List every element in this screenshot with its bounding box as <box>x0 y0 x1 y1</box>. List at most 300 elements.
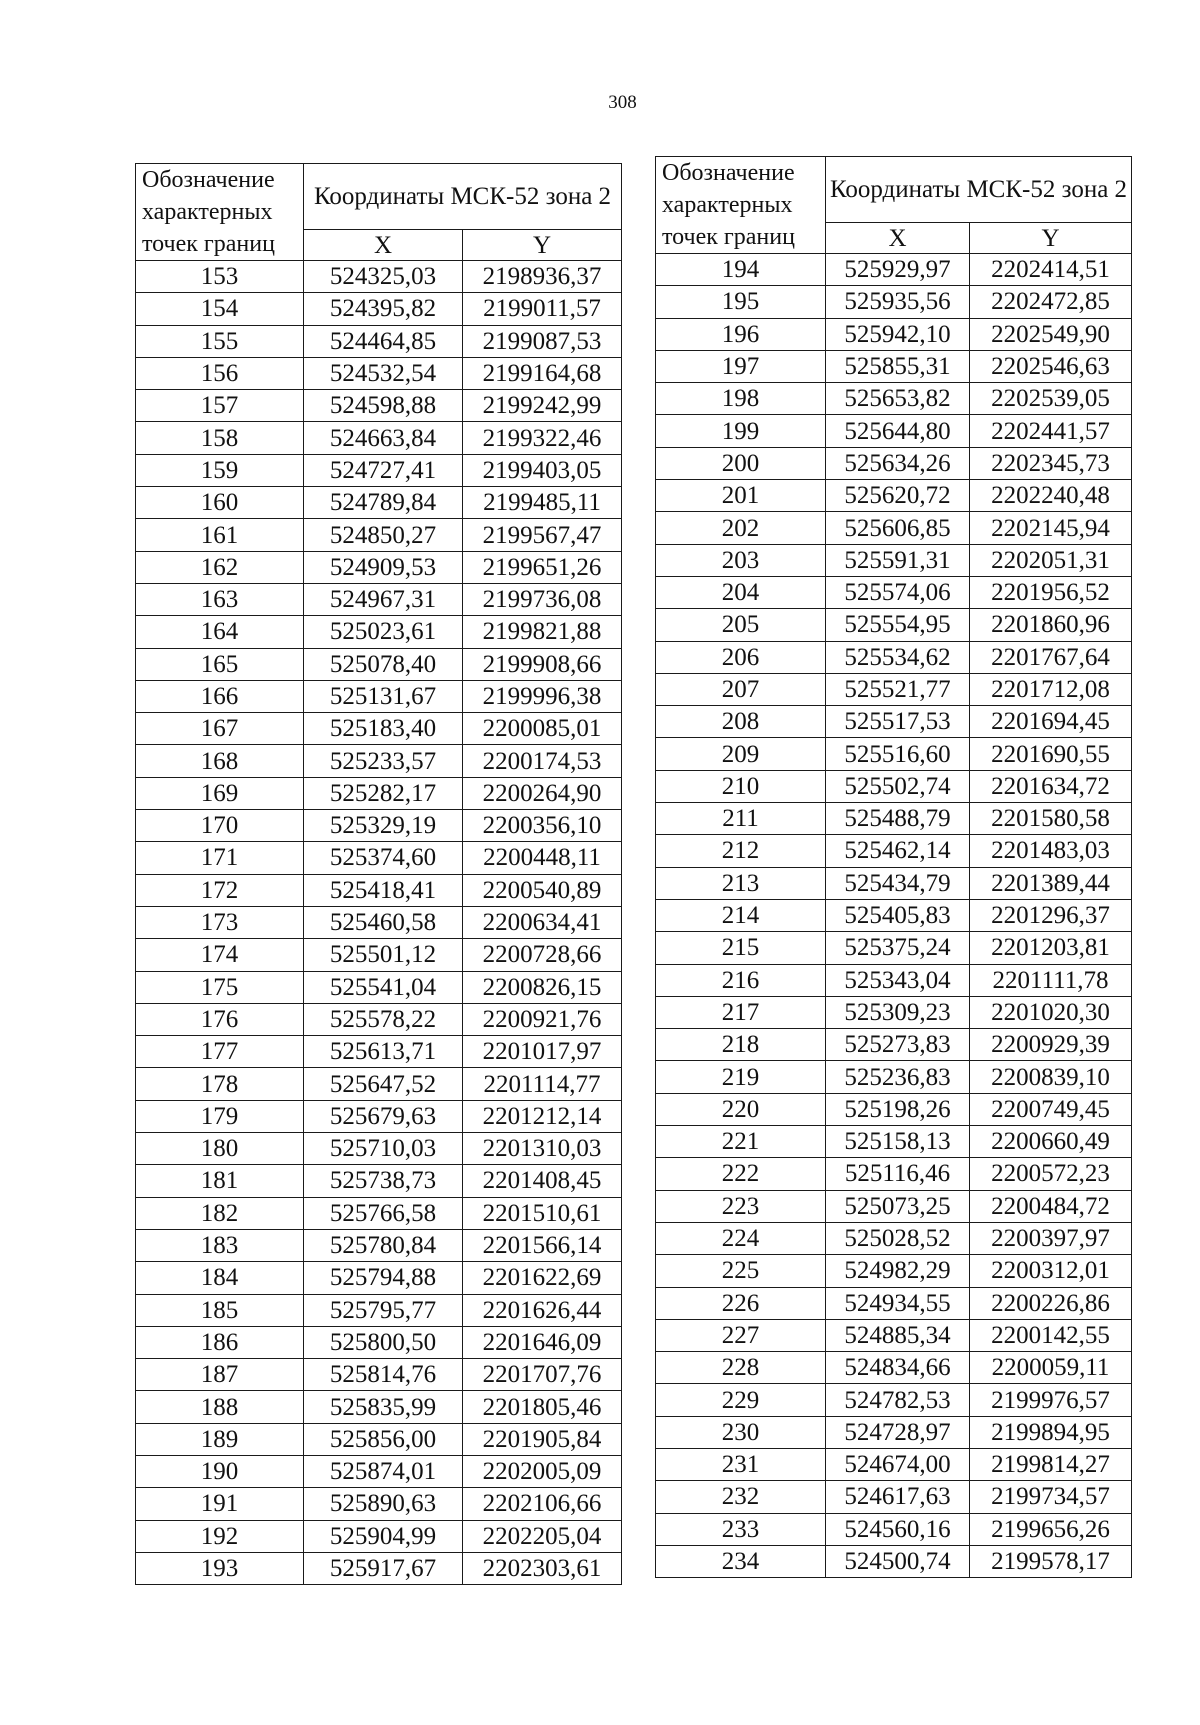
table-row <box>136 261 622 293</box>
x-coordinate-cell: 525554,95 <box>826 609 970 641</box>
y-coordinate-cell: 2202472,85 <box>970 286 1132 318</box>
y-coordinate-cell: 2201020,30 <box>970 996 1132 1028</box>
x-coordinate-cell: 525375,24 <box>826 932 970 964</box>
y-coordinate-cell: 2199578,17 <box>970 1545 1132 1577</box>
y-coordinate-cell: 2200839,10 <box>970 1061 1132 1093</box>
y-coordinate-cell: 2199996,38 <box>463 680 622 712</box>
point-number-cell: 210 <box>656 770 826 802</box>
point-number-cell: 161 <box>136 519 304 551</box>
y-coordinate-cell: 2201712,08 <box>970 673 1132 705</box>
y-coordinate-cell: 2202414,51 <box>970 254 1132 286</box>
x-coordinate-cell: 525855,31 <box>826 350 970 382</box>
x-coordinate-cell: 524782,53 <box>826 1384 970 1416</box>
x-coordinate-cell: 525501,12 <box>304 939 463 971</box>
x-coordinate-cell: 525502,74 <box>826 770 970 802</box>
table-row <box>656 1158 1132 1190</box>
y-coordinate-cell: 2202240,48 <box>970 480 1132 512</box>
x-coordinate-cell: 525644,80 <box>826 415 970 447</box>
x-coordinate-cell: 525634,26 <box>826 447 970 479</box>
y-coordinate-cell: 2200085,01 <box>463 713 622 745</box>
x-coordinate-cell: 525418,41 <box>304 874 463 906</box>
table-row <box>136 1423 622 1455</box>
point-number-cell: 201 <box>656 480 826 512</box>
table-row <box>656 1255 1132 1287</box>
point-number-cell: 177 <box>136 1036 304 1068</box>
x-coordinate-cell: 525434,79 <box>826 867 970 899</box>
y-coordinate-cell: 2202145,94 <box>970 512 1132 544</box>
point-number-cell: 194 <box>656 254 826 286</box>
y-header: Y <box>970 223 1132 254</box>
point-number-cell: 181 <box>136 1165 304 1197</box>
y-coordinate-cell: 2201690,55 <box>970 738 1132 770</box>
table-row <box>136 680 622 712</box>
x-coordinate-cell: 525835,99 <box>304 1391 463 1423</box>
y-coordinate-cell: 2199011,57 <box>463 293 622 325</box>
point-number-cell: 197 <box>656 350 826 382</box>
point-number-cell: 202 <box>656 512 826 544</box>
table-row <box>656 1029 1132 1061</box>
coordinates-table-left <box>135 163 622 1585</box>
y-coordinate-cell: 2199164,68 <box>463 357 622 389</box>
x-coordinate-cell: 525800,50 <box>304 1326 463 1358</box>
point-number-cell: 157 <box>136 390 304 422</box>
x-coordinate-cell: 525795,77 <box>304 1294 463 1326</box>
y-coordinate-cell: 2200264,90 <box>463 777 622 809</box>
x-coordinate-cell: 525679,63 <box>304 1100 463 1132</box>
point-number-cell: 191 <box>136 1488 304 1520</box>
x-coordinate-cell: 525814,76 <box>304 1359 463 1391</box>
y-coordinate-cell: 2201408,45 <box>463 1165 622 1197</box>
table-row <box>136 1197 622 1229</box>
x-coordinate-cell: 525488,79 <box>826 803 970 835</box>
y-coordinate-cell: 2201389,44 <box>970 867 1132 899</box>
x-coordinate-cell: 524325,03 <box>304 261 463 293</box>
table-row <box>656 673 1132 705</box>
point-number-cell: 193 <box>136 1552 304 1584</box>
x-coordinate-cell: 524617,63 <box>826 1481 970 1513</box>
point-number-cell: 209 <box>656 738 826 770</box>
table-row <box>136 1326 622 1358</box>
x-coordinate-cell: 524500,74 <box>826 1545 970 1577</box>
y-coordinate-cell: 2202303,61 <box>463 1552 622 1584</box>
y-coordinate-cell: 2202051,31 <box>970 544 1132 576</box>
x-coordinate-cell: 525309,23 <box>826 996 970 1028</box>
point-number-cell: 165 <box>136 648 304 680</box>
point-number-cell: 173 <box>136 906 304 938</box>
y-coordinate-cell: 2199734,57 <box>970 1481 1132 1513</box>
y-coordinate-cell: 2201626,44 <box>463 1294 622 1326</box>
table-row <box>136 357 622 389</box>
table-row <box>136 1229 622 1261</box>
point-number-cell: 183 <box>136 1229 304 1261</box>
point-number-cell: 214 <box>656 899 826 931</box>
table-row <box>136 810 622 842</box>
point-number-cell: 162 <box>136 551 304 583</box>
table-row <box>136 1003 622 1035</box>
point-number-cell: 189 <box>136 1423 304 1455</box>
x-coordinate-cell: 525890,63 <box>304 1488 463 1520</box>
y-coordinate-cell: 2200634,41 <box>463 906 622 938</box>
x-coordinate-cell: 525521,77 <box>826 673 970 705</box>
table-row <box>656 964 1132 996</box>
x-coordinate-cell: 524395,82 <box>304 293 463 325</box>
table-row <box>656 1545 1132 1577</box>
table-row <box>136 971 622 1003</box>
point-number-cell: 221 <box>656 1126 826 1158</box>
x-coordinate-cell: 525073,25 <box>826 1190 970 1222</box>
x-coordinate-cell: 525236,83 <box>826 1061 970 1093</box>
table-row <box>136 1359 622 1391</box>
x-coordinate-cell: 525233,57 <box>304 745 463 777</box>
x-coordinate-cell: 525516,60 <box>826 738 970 770</box>
y-coordinate-cell: 2200174,53 <box>463 745 622 777</box>
x-coordinate-cell: 524464,85 <box>304 325 463 357</box>
table-row <box>136 293 622 325</box>
x-coordinate-cell: 525329,19 <box>304 810 463 842</box>
x-coordinate-cell: 525606,85 <box>826 512 970 544</box>
y-coordinate-cell: 2201296,37 <box>970 899 1132 931</box>
y-coordinate-cell: 2199656,26 <box>970 1513 1132 1545</box>
table-row <box>136 422 622 454</box>
x-coordinate-cell: 524850,27 <box>304 519 463 551</box>
table-row <box>136 777 622 809</box>
y-coordinate-cell: 2201510,61 <box>463 1197 622 1229</box>
y-coordinate-cell: 2201707,76 <box>463 1359 622 1391</box>
y-coordinate-cell: 2201860,96 <box>970 609 1132 641</box>
table-row <box>136 1520 622 1552</box>
table-row <box>656 1126 1132 1158</box>
y-coordinate-cell: 2200312,01 <box>970 1255 1132 1287</box>
table-row <box>656 738 1132 770</box>
x-coordinate-cell: 525534,62 <box>826 641 970 673</box>
x-coordinate-cell: 524934,55 <box>826 1287 970 1319</box>
point-number-cell: 208 <box>656 706 826 738</box>
point-number-cell: 155 <box>136 325 304 357</box>
table-row <box>656 512 1132 544</box>
y-coordinate-cell: 2201212,14 <box>463 1100 622 1132</box>
point-number-cell: 231 <box>656 1448 826 1480</box>
y-coordinate-cell: 2201905,84 <box>463 1423 622 1455</box>
point-number-cell: 167 <box>136 713 304 745</box>
table-row <box>656 641 1132 673</box>
y-coordinate-cell: 2199485,11 <box>463 487 622 519</box>
point-number-cell: 230 <box>656 1416 826 1448</box>
table-row <box>656 1061 1132 1093</box>
point-number-cell: 160 <box>136 487 304 519</box>
y-coordinate-cell: 2201017,97 <box>463 1036 622 1068</box>
table-row <box>136 616 622 648</box>
y-coordinate-cell: 2201310,03 <box>463 1133 622 1165</box>
table-row <box>136 1294 622 1326</box>
table-row <box>136 519 622 551</box>
table-row <box>656 383 1132 415</box>
y-coordinate-cell: 2199242,99 <box>463 390 622 422</box>
x-coordinate-cell: 525647,52 <box>304 1068 463 1100</box>
y-coordinate-cell: 2201111,78 <box>970 964 1132 996</box>
x-coordinate-cell: 524834,66 <box>826 1352 970 1384</box>
table-row <box>656 835 1132 867</box>
coordinates-table-right <box>655 156 1132 1578</box>
point-number-cell: 200 <box>656 447 826 479</box>
point-number-cell: 185 <box>136 1294 304 1326</box>
y-coordinate-cell: 2201483,03 <box>970 835 1132 867</box>
x-coordinate-cell: 525198,26 <box>826 1093 970 1125</box>
point-number-cell: 174 <box>136 939 304 971</box>
y-coordinate-cell: 2202549,90 <box>970 318 1132 350</box>
x-coordinate-cell: 524560,16 <box>826 1513 970 1545</box>
y-coordinate-cell: 2200540,89 <box>463 874 622 906</box>
table-row <box>656 1222 1132 1254</box>
table-row <box>656 1448 1132 1480</box>
point-number-cell: 222 <box>656 1158 826 1190</box>
x-coordinate-cell: 524674,00 <box>826 1448 970 1480</box>
x-coordinate-cell: 525158,13 <box>826 1126 970 1158</box>
x-coordinate-cell: 525904,99 <box>304 1520 463 1552</box>
y-coordinate-cell: 2199814,27 <box>970 1448 1132 1480</box>
point-number-cell: 195 <box>656 286 826 318</box>
table-row <box>656 350 1132 382</box>
x-coordinate-cell: 524967,31 <box>304 583 463 615</box>
point-number-cell: 196 <box>656 318 826 350</box>
point-number-cell: 159 <box>136 454 304 486</box>
x-coordinate-cell: 524598,88 <box>304 390 463 422</box>
point-number-cell: 156 <box>136 357 304 389</box>
y-coordinate-cell: 2198936,37 <box>463 261 622 293</box>
y-coordinate-cell: 2200142,55 <box>970 1319 1132 1351</box>
x-coordinate-cell: 524728,97 <box>826 1416 970 1448</box>
point-number-cell: 188 <box>136 1391 304 1423</box>
point-number-cell: 213 <box>656 867 826 899</box>
y-coordinate-cell: 2201767,64 <box>970 641 1132 673</box>
table-row <box>136 842 622 874</box>
table-row <box>656 415 1132 447</box>
table-row <box>656 1319 1132 1351</box>
point-number-cell: 179 <box>136 1100 304 1132</box>
point-number-cell: 187 <box>136 1359 304 1391</box>
point-number-cell: 169 <box>136 777 304 809</box>
y-coordinate-cell: 2199976,57 <box>970 1384 1132 1416</box>
point-number-cell: 211 <box>656 803 826 835</box>
point-number-cell: 171 <box>136 842 304 874</box>
point-number-cell: 182 <box>136 1197 304 1229</box>
table-row <box>656 286 1132 318</box>
y-coordinate-cell: 2199908,66 <box>463 648 622 680</box>
table-row <box>136 551 622 583</box>
point-number-cell: 205 <box>656 609 826 641</box>
point-number-cell: 175 <box>136 971 304 1003</box>
point-number-cell: 186 <box>136 1326 304 1358</box>
table-row <box>656 867 1132 899</box>
y-coordinate-cell: 2199651,26 <box>463 551 622 583</box>
table-row <box>656 1513 1132 1545</box>
x-coordinate-cell: 525574,06 <box>826 576 970 608</box>
y-coordinate-cell: 2199821,88 <box>463 616 622 648</box>
x-coordinate-cell: 525028,52 <box>826 1222 970 1254</box>
y-coordinate-cell: 2199894,95 <box>970 1416 1132 1448</box>
y-coordinate-cell: 2200929,39 <box>970 1029 1132 1061</box>
table-row <box>656 1352 1132 1384</box>
x-coordinate-cell: 524663,84 <box>304 422 463 454</box>
y-coordinate-cell: 2201114,77 <box>463 1068 622 1100</box>
y-coordinate-cell: 2201566,14 <box>463 1229 622 1261</box>
y-coordinate-cell: 2199322,46 <box>463 422 622 454</box>
x-coordinate-cell: 525023,61 <box>304 616 463 648</box>
point-number-cell: 178 <box>136 1068 304 1100</box>
y-header: Y <box>463 230 622 261</box>
point-number-cell: 225 <box>656 1255 826 1287</box>
y-coordinate-cell: 2202345,73 <box>970 447 1132 479</box>
point-number-cell: 234 <box>656 1545 826 1577</box>
x-coordinate-cell: 525374,60 <box>304 842 463 874</box>
point-number-cell: 229 <box>656 1384 826 1416</box>
point-number-cell: 204 <box>656 576 826 608</box>
point-number-cell: 168 <box>136 745 304 777</box>
x-coordinate-cell: 525078,40 <box>304 648 463 680</box>
x-coordinate-cell: 524532,54 <box>304 357 463 389</box>
page-number: 308 <box>608 92 637 113</box>
x-coordinate-cell: 525541,04 <box>304 971 463 1003</box>
table-row <box>136 713 622 745</box>
table-row <box>656 770 1132 802</box>
y-coordinate-cell: 2201203,81 <box>970 932 1132 964</box>
table-row <box>136 1100 622 1132</box>
point-number-cell: 233 <box>656 1513 826 1545</box>
table-row <box>136 1068 622 1100</box>
table-row <box>656 1287 1132 1319</box>
x-coordinate-cell: 524727,41 <box>304 454 463 486</box>
x-coordinate-cell: 525591,31 <box>826 544 970 576</box>
point-number-cell: 220 <box>656 1093 826 1125</box>
point-number-cell: 158 <box>136 422 304 454</box>
table-row <box>136 390 622 422</box>
x-coordinate-cell: 525613,71 <box>304 1036 463 1068</box>
point-number-cell: 164 <box>136 616 304 648</box>
y-coordinate-cell: 2200826,15 <box>463 971 622 1003</box>
y-coordinate-cell: 2202005,09 <box>463 1455 622 1487</box>
table-row <box>136 1036 622 1068</box>
y-coordinate-cell: 2200572,23 <box>970 1158 1132 1190</box>
y-coordinate-cell: 2200397,97 <box>970 1222 1132 1254</box>
x-coordinate-cell: 525856,00 <box>304 1423 463 1455</box>
y-coordinate-cell: 2200356,10 <box>463 810 622 842</box>
point-number-cell: 172 <box>136 874 304 906</box>
point-number-cell: 224 <box>656 1222 826 1254</box>
y-coordinate-cell: 2202539,05 <box>970 383 1132 415</box>
y-coordinate-cell: 2199567,47 <box>463 519 622 551</box>
point-number-cell: 166 <box>136 680 304 712</box>
table-row <box>656 1384 1132 1416</box>
table-row <box>136 1391 622 1423</box>
y-coordinate-cell: 2202205,04 <box>463 1520 622 1552</box>
y-coordinate-cell: 2200226,86 <box>970 1287 1132 1319</box>
x-coordinate-cell: 525935,56 <box>826 286 970 318</box>
x-coordinate-cell: 525462,14 <box>826 835 970 867</box>
point-number-cell: 180 <box>136 1133 304 1165</box>
point-number-cell: 212 <box>656 835 826 867</box>
x-coordinate-cell: 525794,88 <box>304 1262 463 1294</box>
table-body-right <box>656 254 1132 1578</box>
y-coordinate-cell: 2202441,57 <box>970 415 1132 447</box>
y-coordinate-cell: 2201956,52 <box>970 576 1132 608</box>
x-coordinate-cell: 525874,01 <box>304 1455 463 1487</box>
x-coordinate-cell: 525578,22 <box>304 1003 463 1035</box>
y-coordinate-cell: 2199736,08 <box>463 583 622 615</box>
coordinates-header: Координаты МСК-52 зона 2 <box>304 164 622 230</box>
point-number-cell: 190 <box>136 1455 304 1487</box>
table-row <box>656 609 1132 641</box>
x-coordinate-cell: 525282,17 <box>304 777 463 809</box>
table-row <box>136 1133 622 1165</box>
y-coordinate-cell: 2201580,58 <box>970 803 1132 835</box>
x-coordinate-cell: 525942,10 <box>826 318 970 350</box>
point-number-cell: 226 <box>656 1287 826 1319</box>
point-number-cell: 153 <box>136 261 304 293</box>
table-row <box>656 803 1132 835</box>
table-row <box>136 325 622 357</box>
point-number-cell: 218 <box>656 1029 826 1061</box>
table-row <box>136 1262 622 1294</box>
table-row <box>136 583 622 615</box>
point-designation-header: Обозначение характерных точек границ <box>656 157 826 254</box>
point-number-cell: 223 <box>656 1190 826 1222</box>
point-number-cell: 199 <box>656 415 826 447</box>
x-coordinate-cell: 525116,46 <box>826 1158 970 1190</box>
table-row <box>136 1455 622 1487</box>
point-number-cell: 215 <box>656 932 826 964</box>
table-row <box>656 576 1132 608</box>
table-row <box>656 1481 1132 1513</box>
x-coordinate-cell: 525780,84 <box>304 1229 463 1261</box>
y-coordinate-cell: 2200749,45 <box>970 1093 1132 1125</box>
point-number-cell: 219 <box>656 1061 826 1093</box>
x-coordinate-cell: 524789,84 <box>304 487 463 519</box>
x-coordinate-cell: 525653,82 <box>826 383 970 415</box>
y-coordinate-cell: 2200484,72 <box>970 1190 1132 1222</box>
x-coordinate-cell: 525343,04 <box>826 964 970 996</box>
y-coordinate-cell: 2201634,72 <box>970 770 1132 802</box>
x-coordinate-cell: 524885,34 <box>826 1319 970 1351</box>
point-number-cell: 203 <box>656 544 826 576</box>
point-number-cell: 184 <box>136 1262 304 1294</box>
point-number-cell: 228 <box>656 1352 826 1384</box>
y-coordinate-cell: 2200728,66 <box>463 939 622 971</box>
table-row <box>656 544 1132 576</box>
y-coordinate-cell: 2200448,11 <box>463 842 622 874</box>
table-row <box>136 487 622 519</box>
table-row <box>136 745 622 777</box>
table-row <box>136 1552 622 1584</box>
x-coordinate-cell: 525273,83 <box>826 1029 970 1061</box>
table-row <box>136 454 622 486</box>
y-coordinate-cell: 2200059,11 <box>970 1352 1132 1384</box>
coordinates-header: Координаты МСК-52 зона 2 <box>826 157 1132 223</box>
x-coordinate-cell: 525738,73 <box>304 1165 463 1197</box>
x-coordinate-cell: 525405,83 <box>826 899 970 931</box>
point-number-cell: 217 <box>656 996 826 1028</box>
point-number-cell: 163 <box>136 583 304 615</box>
point-number-cell: 198 <box>656 383 826 415</box>
x-coordinate-cell: 525460,58 <box>304 906 463 938</box>
y-coordinate-cell: 2202546,63 <box>970 350 1132 382</box>
point-number-cell: 206 <box>656 641 826 673</box>
point-number-cell: 170 <box>136 810 304 842</box>
table-row <box>656 1093 1132 1125</box>
point-number-cell: 232 <box>656 1481 826 1513</box>
y-coordinate-cell: 2201694,45 <box>970 706 1132 738</box>
y-coordinate-cell: 2200921,76 <box>463 1003 622 1035</box>
table-row <box>136 1488 622 1520</box>
point-number-cell: 154 <box>136 293 304 325</box>
